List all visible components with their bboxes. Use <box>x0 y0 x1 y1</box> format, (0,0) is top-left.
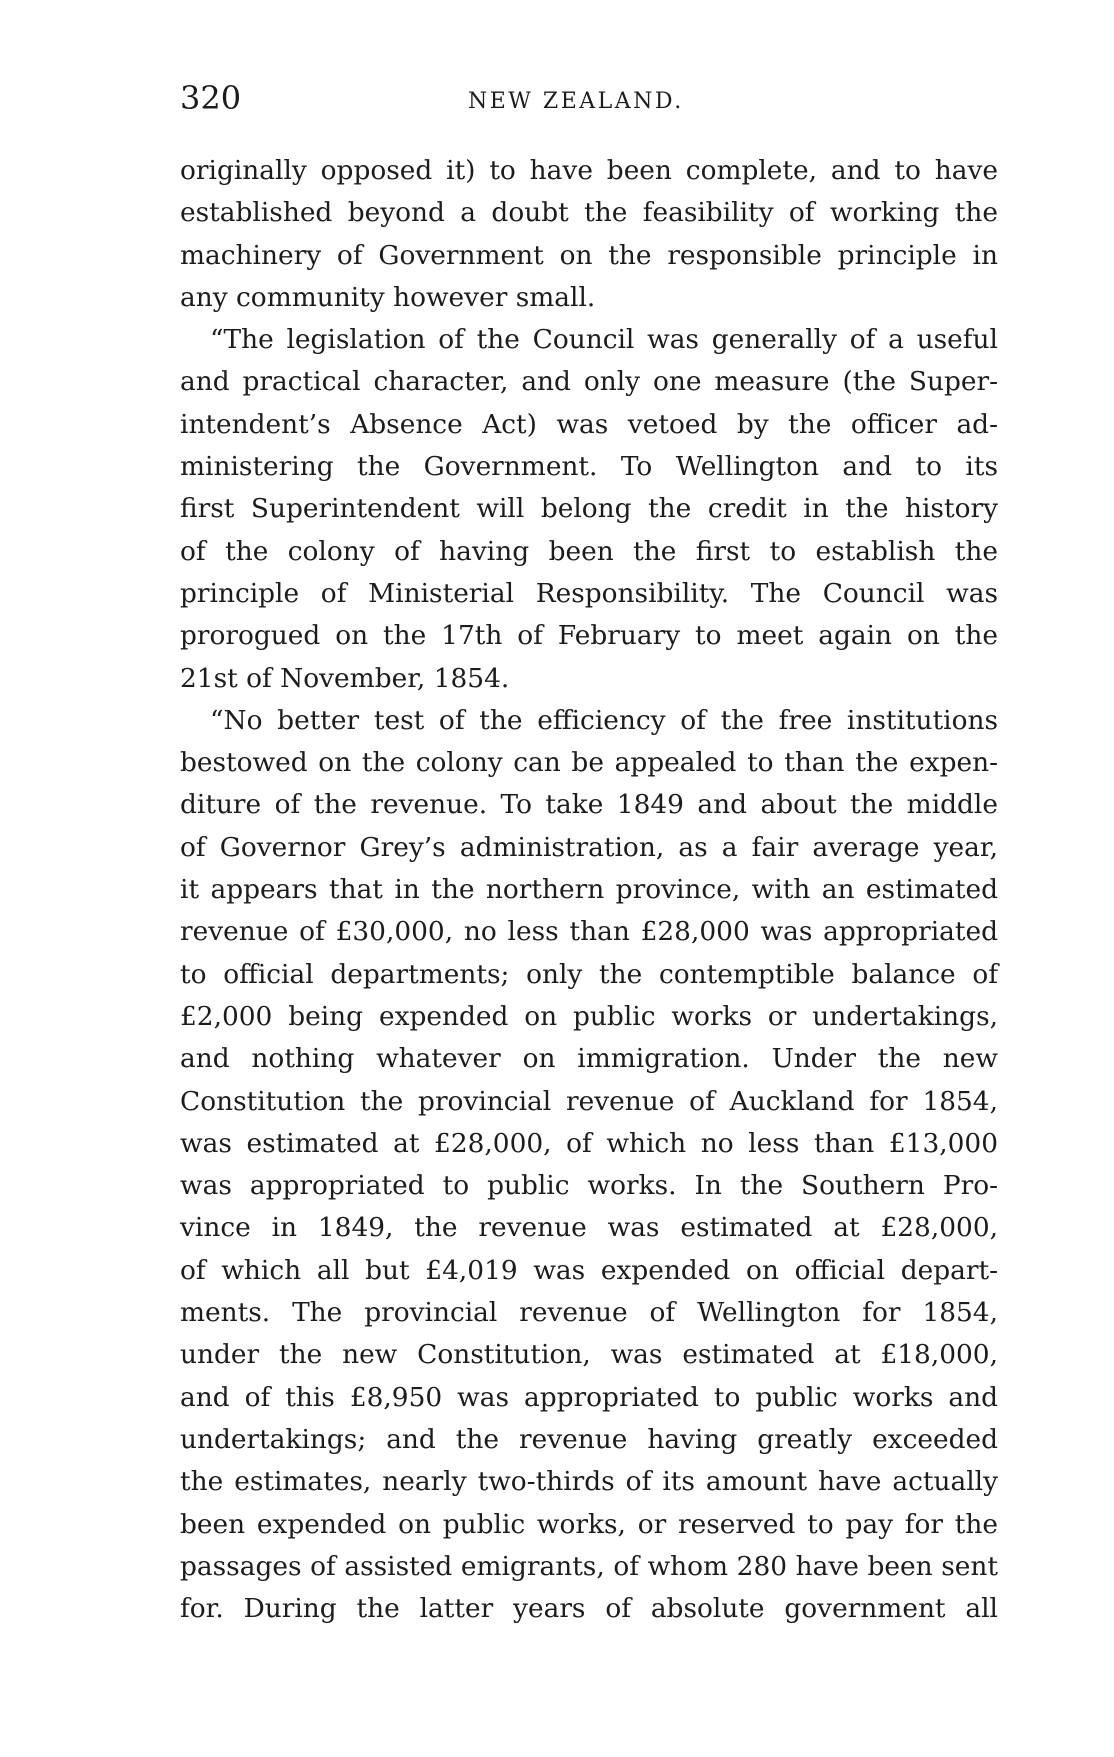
text-line: vince in 1849, the revenue was estimated at £28,000, <box>180 1212 998 1244</box>
text-line: under the new Constitution, was estimated at £18,000, <box>180 1339 998 1371</box>
text-line: ministering the Government. To Wellington and to its <box>180 451 998 483</box>
text-line: it appears that in the northern province, with an estimated <box>180 874 998 906</box>
text-line: £2,000 being expended on public works or undertakings, <box>180 1000 998 1032</box>
text-line: “No better test of the efficiency of the free institutions <box>210 704 998 736</box>
text-line: and practical character, and only one measure (the Super- <box>180 366 998 398</box>
text-line: “The legislation of the Council was generally of a useful <box>210 324 998 356</box>
text-line: ments. The provincial revenue of Wellington for 1854, <box>180 1297 998 1329</box>
text-line: revenue of £30,000, no less than £28,000 was appropriated <box>180 916 998 948</box>
text-line: of the colony of having been the first to establish the <box>180 535 998 567</box>
text-line: and of this £8,950 was appropriated to public works and <box>180 1381 998 1413</box>
text-line: the estimates, nearly two-thirds of its amount have actually <box>180 1466 998 1498</box>
text-line: for. During the latter years of absolute government all <box>180 1593 998 1625</box>
text-line: been expended on public works, or reserved to pay for the <box>180 1508 998 1540</box>
text-line: established beyond a doubt the feasibility of working the <box>180 197 998 229</box>
page-number: 320 <box>180 79 242 117</box>
text-line: of Governor Grey’s administration, as a fair average year, <box>180 831 998 863</box>
text-line: 21st of November, 1854. <box>180 662 510 694</box>
running-title: NEW ZEALAND. <box>468 89 684 114</box>
body-text <box>180 150 998 1630</box>
text-line: of which all but £4,019 was expended on official depart- <box>180 1254 998 1286</box>
text-line: machinery of Government on the responsible principle in <box>180 239 998 271</box>
text-line: and nothing whatever on immigration. Under the new <box>180 1043 998 1075</box>
text-line: was estimated at £28,000, of which no less than £13,000 <box>180 1127 998 1159</box>
text-line: diture of the revenue. To take 1849 and about the middle <box>180 789 998 821</box>
text-line: principle of Ministerial Responsibility. The Council was <box>180 577 998 609</box>
text-line: prorogued on the 17th of February to meet again on the <box>180 620 998 652</box>
text-line: originally opposed it) to have been complete, and to have <box>180 155 998 186</box>
text-line: Constitution the provincial revenue of Auckland for 1854, <box>180 1085 998 1117</box>
text-line: to official departments; only the contemptible balance of <box>180 958 998 990</box>
text-line: passages of assisted emigrants, of whom 280 have been sent <box>180 1550 998 1582</box>
text-line: first Superintendent will belong the credit in the history <box>180 493 998 525</box>
text-line: intendent’s Absence Act) was vetoed by the officer ad- <box>180 408 998 440</box>
text-line: bestowed on the colony can be appealed to than the expen- <box>180 747 998 779</box>
text-line: any community however small. <box>180 281 596 313</box>
running-head <box>178 78 998 126</box>
text-line: undertakings; and the revenue having greatly exceeded <box>180 1423 998 1455</box>
text-line: was appropriated to public works. In the Southern Pro- <box>180 1170 998 1202</box>
